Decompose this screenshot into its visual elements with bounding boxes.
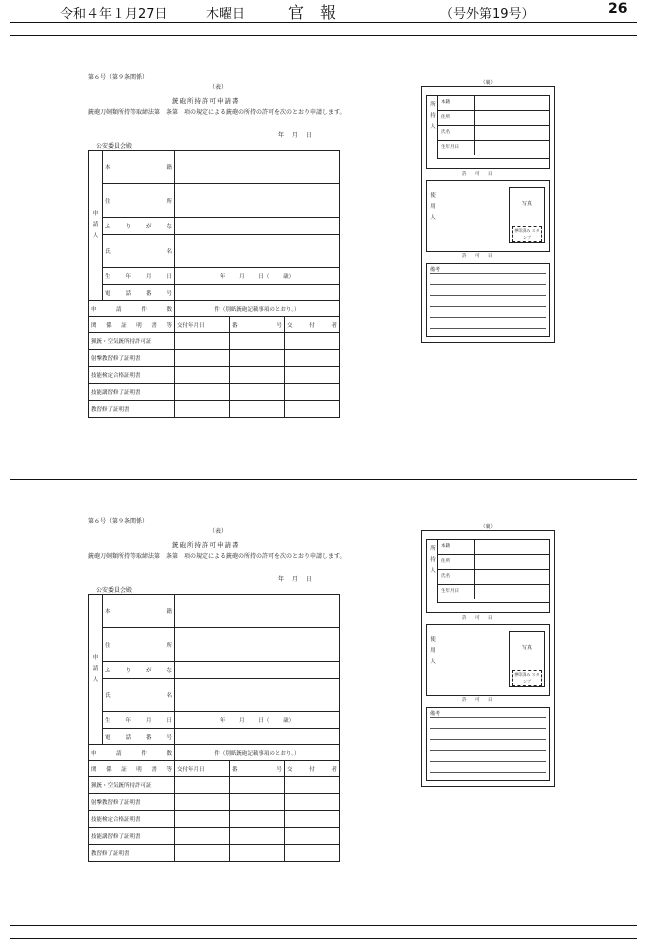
doc-cell[interactable]	[285, 811, 340, 828]
permit-date-label-2: 許 可 日	[462, 698, 495, 703]
photo-box[interactable]	[509, 631, 545, 687]
notes-line	[430, 772, 546, 773]
doc-row-label: 技能講習修了証明書	[89, 384, 175, 401]
count-label: 申請件数	[89, 745, 175, 761]
doc-cell[interactable]	[230, 350, 285, 367]
notes-line	[430, 273, 546, 274]
doc-header: 交付年月日	[175, 317, 230, 333]
holder-row-label: 住所	[441, 559, 450, 564]
header-title: 官 報	[288, 3, 337, 22]
holder-row-label: 生年月日	[441, 145, 459, 150]
permit-date-label: 許 可 日	[462, 172, 495, 177]
form-title: 銃砲所持許可申請書	[172, 97, 240, 105]
doc-header: 交付者	[285, 761, 340, 777]
doc-cell[interactable]	[230, 811, 285, 828]
holder-row	[437, 570, 550, 585]
doc-cell[interactable]	[285, 401, 340, 418]
doc-header: 関係証明書等	[89, 761, 175, 777]
doc-cell[interactable]	[175, 367, 230, 384]
applicant-label	[89, 595, 103, 745]
doc-header: 交付年月日	[175, 761, 230, 777]
doc-row-label: 教習修了証明書	[89, 401, 175, 418]
field-value-furigana[interactable]	[175, 662, 340, 679]
header-page-number: 26	[608, 1, 628, 17]
field-value-birthdate: 年 月 日（ 歳）	[175, 712, 340, 729]
notes-line	[430, 739, 546, 740]
notes-label: 備考	[430, 267, 441, 273]
doc-row-label: 猟銃・空気銃所持許可証	[89, 777, 175, 794]
doc-row-label: 射撃教習修了証明書	[89, 350, 175, 367]
holder-row-label: 住所	[441, 115, 450, 120]
doc-cell[interactable]	[175, 384, 230, 401]
count-value: 件（別紙銃砲記載事項のとおり。）	[175, 301, 340, 317]
doc-header: 関係証明書等	[89, 317, 175, 333]
doc-cell[interactable]	[230, 845, 285, 862]
field-value-birthdate: 年 月 日（ 歳）	[175, 268, 340, 285]
doc-row-label: 射撃教習修了証明書	[89, 794, 175, 811]
field-label: 住所	[103, 184, 175, 218]
application-date: 年 月 日	[278, 132, 312, 139]
doc-cell[interactable]	[285, 350, 340, 367]
intro-text: 銃砲刀剣類所持等取締法第 条第 項の規定による銃砲の所持の許可を次のとおり申請します。	[88, 109, 346, 116]
header-issue: （号外第19号）	[440, 7, 535, 22]
holder-row	[437, 111, 550, 126]
user-box	[426, 624, 550, 696]
doc-cell[interactable]	[230, 794, 285, 811]
holder-box	[426, 95, 550, 169]
holder-row	[437, 96, 550, 111]
bottom-rule-2	[10, 938, 637, 939]
commission-address: 公安委員会殿	[96, 587, 133, 594]
stamp-box: 押印済み スタンプ	[512, 226, 542, 242]
card-title: （裏）	[480, 524, 496, 530]
field-label: 電話番号	[103, 285, 175, 301]
application-table	[88, 150, 340, 418]
field-label: ふりがな	[103, 662, 175, 679]
holder-row-label: 氏名	[441, 130, 450, 135]
field-label: 本籍	[103, 151, 175, 184]
notes-label: 備考	[430, 711, 441, 717]
field-label: ふりがな	[103, 218, 175, 235]
field-label: 住所	[103, 628, 175, 662]
holder-label: 所持人	[430, 546, 436, 574]
doc-cell[interactable]	[285, 777, 340, 794]
holder-row	[437, 141, 550, 159]
doc-cell[interactable]	[175, 811, 230, 828]
field-value-name[interactable]	[175, 235, 340, 268]
doc-row-label: 技能講習修了証明書	[89, 828, 175, 845]
holder-row-label: 氏名	[441, 574, 450, 579]
form-title: 銃砲所持許可申請書	[172, 541, 240, 549]
header-weekday: 木曜日	[206, 7, 246, 22]
holder-row-label: 本籍	[441, 100, 450, 105]
heading-mark: （表）	[209, 84, 228, 91]
user-box	[426, 180, 550, 252]
doc-row-label: 技能検定合格証明書	[89, 811, 175, 828]
doc-cell[interactable]	[230, 828, 285, 845]
application-form-1	[0, 0, 647, 420]
doc-header: 番号	[230, 761, 285, 777]
doc-header: 交付者	[285, 317, 340, 333]
doc-cell[interactable]	[230, 333, 285, 350]
application-form-2	[0, 444, 647, 864]
notes-line	[430, 295, 546, 296]
field-value-furigana[interactable]	[175, 218, 340, 235]
doc-cell[interactable]	[285, 367, 340, 384]
doc-cell[interactable]	[285, 384, 340, 401]
notes-line	[430, 306, 546, 307]
doc-cell[interactable]	[175, 777, 230, 794]
holder-row	[437, 585, 550, 603]
application-date: 年 月 日	[278, 576, 312, 583]
doc-cell[interactable]	[230, 401, 285, 418]
notes-box	[426, 707, 550, 781]
doc-cell[interactable]	[285, 828, 340, 845]
field-value-honseki[interactable]	[175, 151, 340, 184]
field-label: 氏名	[103, 679, 175, 712]
count-value: 件（別紙銃砲記載事項のとおり。）	[175, 745, 340, 761]
notes-line	[430, 728, 546, 729]
field-value-address[interactable]	[175, 628, 340, 662]
field-label: 生年月日	[103, 268, 175, 285]
card-title: （裏）	[480, 80, 496, 86]
doc-cell[interactable]	[230, 384, 285, 401]
permit-date-label-2: 許 可 日	[462, 254, 495, 259]
doc-cell[interactable]	[175, 401, 230, 418]
holder-row-label: 本籍	[441, 544, 450, 549]
reverse-card	[421, 524, 555, 787]
field-value-honseki[interactable]	[175, 595, 340, 628]
form-number: 第６号（第９条関係）	[88, 74, 149, 81]
heading-mark: （表）	[209, 528, 228, 535]
holder-box	[426, 539, 550, 613]
doc-cell[interactable]	[175, 845, 230, 862]
notes-line	[430, 750, 546, 751]
applicant-label-text: 申請人	[92, 655, 99, 683]
doc-header: 番号	[230, 317, 285, 333]
stamp-box: 押印済み スタンプ	[512, 670, 542, 686]
field-label: 生年月日	[103, 712, 175, 729]
doc-cell[interactable]	[175, 333, 230, 350]
notes-line	[430, 317, 546, 318]
notes-box	[426, 263, 550, 337]
doc-cell[interactable]	[285, 333, 340, 350]
field-value-phone[interactable]	[175, 285, 340, 301]
count-label: 申請件数	[89, 301, 175, 317]
notes-line	[430, 717, 546, 718]
bottom-rule-1	[10, 925, 637, 926]
header-date: 令和４年１月27日	[60, 7, 168, 22]
doc-cell[interactable]	[175, 794, 230, 811]
form-number: 第６号（第９条関係）	[88, 518, 149, 525]
field-value-phone[interactable]	[175, 729, 340, 745]
user-label: 使用人	[430, 637, 436, 665]
photo-label: 写真	[521, 645, 532, 651]
field-value-name[interactable]	[175, 679, 340, 712]
doc-cell[interactable]	[175, 828, 230, 845]
field-label: 電話番号	[103, 729, 175, 745]
field-value-address[interactable]	[175, 184, 340, 218]
field-label: 本籍	[103, 595, 175, 628]
photo-label: 写真	[521, 201, 532, 207]
doc-cell[interactable]	[175, 350, 230, 367]
field-label: 氏名	[103, 235, 175, 268]
intro-text: 銃砲刀剣類所持等取締法第 条第 項の規定による銃砲の所持の許可を次のとおり申請します。	[88, 553, 346, 560]
applicant-label-text: 申請人	[92, 211, 99, 239]
doc-cell[interactable]	[285, 845, 340, 862]
holder-label: 所持人	[430, 102, 436, 130]
holder-row	[437, 555, 550, 570]
doc-cell[interactable]	[230, 367, 285, 384]
holder-row-label: 生年月日	[441, 589, 459, 594]
holder-row	[437, 126, 550, 141]
holder-row	[437, 540, 550, 555]
notes-line	[430, 761, 546, 762]
doc-cell[interactable]	[230, 777, 285, 794]
application-table	[88, 594, 340, 862]
user-label: 使用人	[430, 193, 436, 221]
permit-date-label: 許 可 日	[462, 616, 495, 621]
doc-cell[interactable]	[285, 794, 340, 811]
photo-box[interactable]	[509, 187, 545, 243]
doc-row-label: 教習修了証明書	[89, 845, 175, 862]
commission-address: 公安委員会殿	[96, 143, 133, 150]
doc-row-label: 技能検定合格証明書	[89, 367, 175, 384]
notes-line	[430, 284, 546, 285]
notes-line	[430, 328, 546, 329]
applicant-label	[89, 151, 103, 301]
reverse-card	[421, 80, 555, 343]
doc-row-label: 猟銃・空気銃所持許可証	[89, 333, 175, 350]
